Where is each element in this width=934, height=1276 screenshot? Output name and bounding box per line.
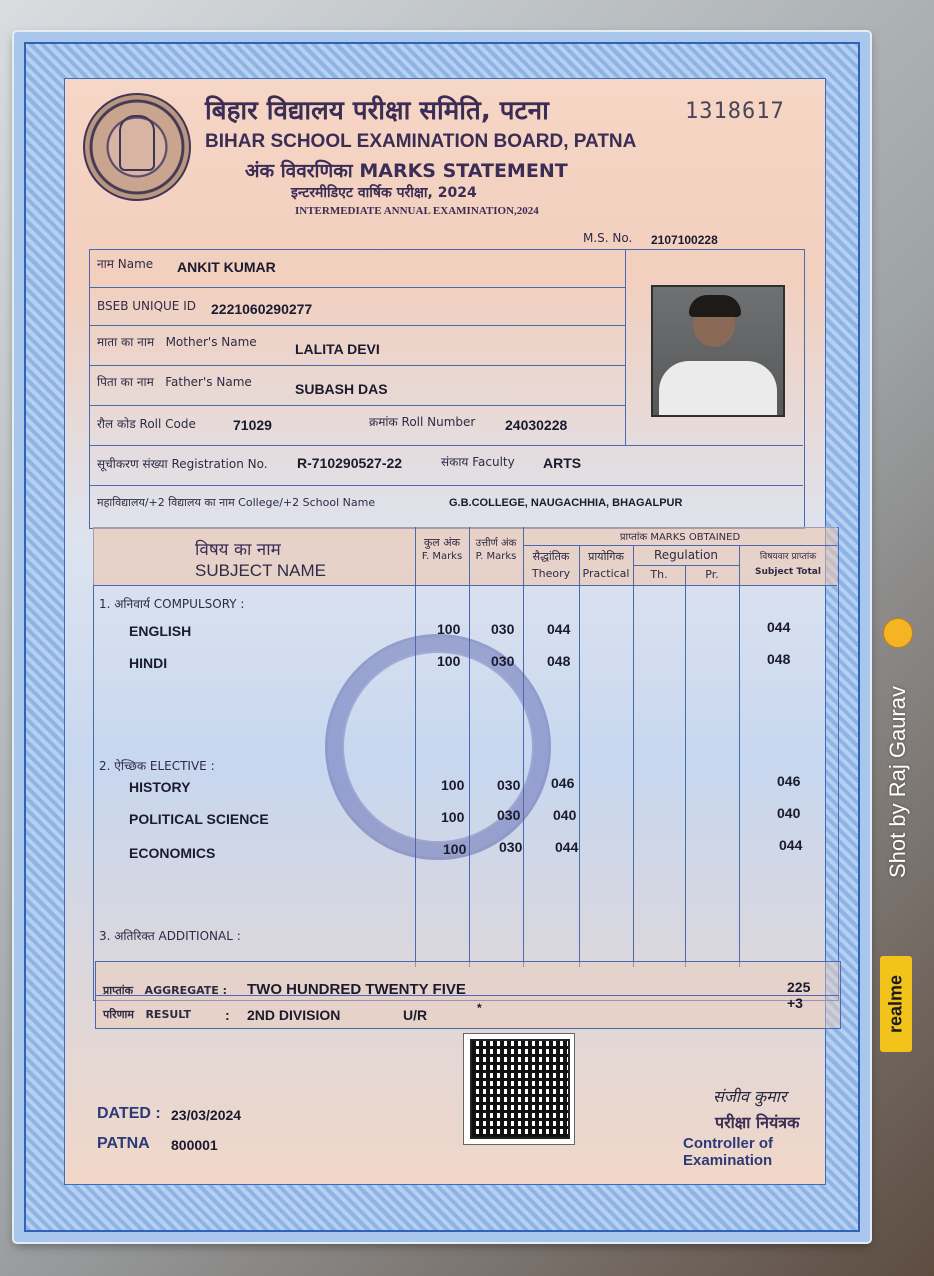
uid-value: 2221060290277 [211, 301, 313, 317]
theory-header-hindi: सैद्धांतिक [532, 550, 570, 563]
faculty-label: संकाय Faculty [441, 455, 515, 469]
col-divider [633, 545, 634, 967]
exam-title-hindi: इन्टरमीडिएट वार्षिक परीक्षा, 2024 [291, 185, 477, 201]
fmarks-header-hindi: कुल अंक [423, 536, 461, 549]
hindi-full-marks: 100 [437, 653, 461, 669]
rollcode-label: रौल कोड Roll Code [97, 417, 196, 431]
exam-title-english: INTERMEDIATE ANNUAL EXAMINATION,2024 [295, 205, 539, 217]
subject-total-header-english: Subject Total [755, 567, 821, 577]
result-category: U/R [403, 1007, 428, 1023]
mother-label: माता का नाम Mother's Name [97, 335, 257, 349]
divider [633, 565, 739, 566]
col-divider [685, 565, 686, 967]
english-subject-total: 044 [767, 619, 791, 635]
hindi-pass-marks: 030 [491, 653, 515, 669]
aggregate-label: प्राप्तांक AGGREGATE : [103, 984, 228, 997]
additional-section-label: 3. अतिरिक्त ADDITIONAL : [99, 929, 241, 943]
student-photo [651, 285, 785, 417]
economics-subject-total: 044 [779, 837, 803, 853]
subject-header-english: SUBJECT NAME [195, 561, 326, 580]
divider [89, 287, 625, 288]
practical-header-hindi: प्रायोगिक [588, 550, 624, 563]
elective-section-label: 2. ऐच्छिक ELECTIVE : [99, 759, 215, 773]
dated-value: 23/03/2024 [171, 1107, 242, 1123]
controller-signature: संजीव कुमार [713, 1087, 787, 1106]
rollno-value: 24030228 [505, 417, 568, 433]
subject-economics: ECONOMICS [129, 845, 216, 861]
pin-code: 800001 [171, 1137, 218, 1153]
compulsory-section-label: 1. अनिवार्य COMPULSORY : [99, 597, 245, 611]
hindi-theory-marks: 048 [547, 653, 571, 669]
city: PATNA [97, 1135, 150, 1152]
economics-pass-marks: 030 [499, 839, 523, 855]
aggregate-total: 225 +3 [787, 979, 811, 1011]
history-subject-total: 046 [777, 773, 801, 789]
result-division: 2ND DIVISION [247, 1007, 341, 1023]
uid-label: BSEB UNIQUE ID [97, 299, 196, 313]
college-label: महाविद्यालय/+2 विद्यालय का नाम College/+2 School Name [97, 496, 376, 509]
marks-obtained-header: प्राप्तांक MARKS OBTAINED [619, 532, 741, 543]
camera-brand-text: realme [885, 974, 906, 1034]
ms-no-label: M.S. No. [583, 231, 633, 245]
economics-full-marks: 100 [443, 841, 467, 857]
divider [89, 405, 625, 406]
regulation-theory-header: Th. [650, 568, 668, 581]
political-science-theory-marks: 040 [553, 807, 577, 823]
registration-label: सूचीकरण संख्या Registration No. [97, 457, 268, 471]
subject-english: ENGLISH [129, 623, 192, 639]
camera-shot-by-text: Shot by Raj Gaurav [885, 686, 910, 878]
marks-statement-document [14, 32, 870, 1242]
economics-theory-marks: 044 [555, 839, 579, 855]
pmarks-header-english: P. Marks [475, 551, 517, 562]
divider [93, 585, 837, 586]
photo-divider [625, 249, 626, 445]
name-label: नाम Name [97, 257, 154, 271]
statement-title: अंक विवरणिका MARKS STATEMENT [245, 160, 568, 182]
mother-name: LALITA DEVI [295, 341, 380, 357]
divider [523, 545, 837, 546]
divider [89, 485, 803, 486]
english-pass-marks: 030 [491, 621, 515, 637]
english-full-marks: 100 [437, 621, 461, 637]
subject-political-science: POLITICAL SCIENCE [129, 811, 269, 827]
board-title-hindi: बिहार विद्यालय परीक्षा समिति, पटना [205, 96, 549, 126]
subject-total-header-hindi: विषयवार प्राप्तांक [759, 552, 817, 562]
aggregate-in-words: TWO HUNDRED TWENTY FIVE [247, 981, 466, 998]
regulation-practical-header: Pr. [705, 568, 719, 581]
father-label: पिता का नाम Father's Name [97, 375, 252, 389]
history-full-marks: 100 [441, 777, 465, 793]
col-divider [739, 545, 740, 967]
subject-history: HISTORY [129, 779, 191, 795]
practical-header-english: Practical [582, 567, 630, 580]
college-value: G.B.COLLEGE, NAUGACHHIA, BHAGALPUR [449, 497, 683, 509]
dated-label: DATED : [97, 1105, 161, 1122]
divider [89, 445, 803, 446]
political-science-full-marks: 100 [441, 809, 465, 825]
history-pass-marks: 030 [497, 777, 521, 793]
subject-header-hindi: विषय का नाम [195, 540, 281, 560]
fmarks-header-english: F. Marks [421, 551, 463, 562]
history-theory-marks: 046 [551, 775, 575, 791]
faculty-value: ARTS [543, 455, 582, 471]
photo-shirt [659, 361, 777, 415]
col-divider [579, 545, 580, 967]
emoji-icon [883, 618, 913, 648]
controller-title-hindi: परीक्षा नियंत्रक [715, 1113, 800, 1132]
divider [89, 325, 625, 326]
hindi-subject-total: 048 [767, 651, 791, 667]
political-science-pass-marks: 030 [497, 807, 521, 823]
board-title-english: BIHAR SCHOOL EXAMINATION BOARD, PATNA [205, 131, 637, 152]
result-label: परिणाम RESULT [103, 1008, 191, 1021]
controller-title-english: Controller of Examination [683, 1135, 773, 1169]
subject-hindi: HINDI [129, 655, 168, 671]
english-theory-marks: 044 [547, 621, 571, 637]
qr-code [470, 1039, 570, 1139]
document-body [64, 78, 826, 1185]
student-name: ANKIT KUMAR [177, 259, 276, 275]
rollno-label: क्रमांक Roll Number [369, 415, 476, 429]
divider [89, 365, 625, 366]
registration-value: R-710290527-22 [297, 455, 403, 471]
rollcode-value: 71029 [233, 417, 272, 433]
regulation-header: Regulation [653, 548, 719, 562]
emblem-figure-icon [119, 115, 155, 171]
political-science-subject-total: 040 [777, 805, 801, 821]
photo-hair [689, 295, 741, 317]
ms-no-value: 2107100228 [651, 233, 718, 247]
result-asterisk: * [477, 1001, 482, 1015]
father-name: SUBASH DAS [295, 381, 388, 397]
theory-header-english: Theory [531, 567, 571, 580]
pmarks-header-hindi: उत्तीर्ण अंक [475, 538, 517, 549]
result-separator: : [225, 1007, 230, 1023]
serial-number: 1318617 [685, 99, 785, 124]
